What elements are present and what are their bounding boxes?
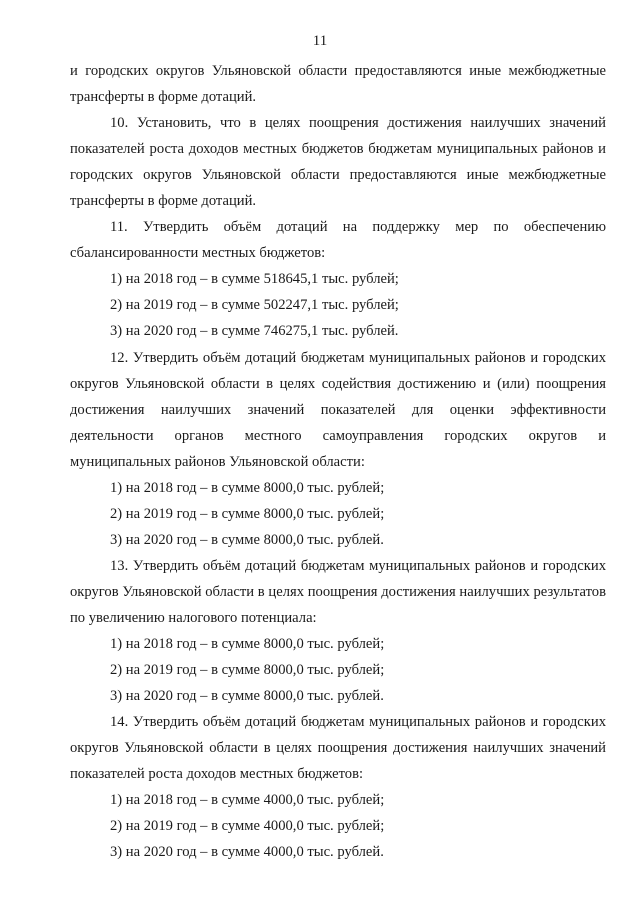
paragraph-10: 10. Установить, что в целях поощрения достижения наилучших значений показателей роста доходов местных бюджетов бюджетам муниципальных районов и городских округов Ульяновской области предоставляются иные межбюджетные трансферты в форме дотаций. bbox=[70, 115, 606, 210]
list-item: 2) на 2019 год – в сумме 4000,0 тыс. рублей; bbox=[110, 818, 385, 835]
paragraph-11: 11. Утвердить объём дотаций на поддержку мер по обеспечению сбалансированности местных бюджетов: bbox=[70, 219, 606, 262]
list-item: 1) на 2018 год – в сумме 8000,0 тыс. рублей; bbox=[110, 636, 385, 653]
paragraph-continuation: и городских округов Ульяновской области предоставляются иные межбюджетные трансферты в форме дотаций. bbox=[70, 63, 606, 106]
list-item: 1) на 2018 год – в сумме 518645,1 тыс. рублей; bbox=[110, 271, 399, 288]
list-item: 2) на 2019 год – в сумме 8000,0 тыс. рублей; bbox=[110, 662, 385, 679]
paragraph-12: 12. Утвердить объём дотаций бюджетам муниципальных районов и городских округов Ульяновской области в целях содействия достижению и (или) поощрения достижения наилучших значений показателей для оценки эффективности деятельности органов местного самоуправления городских округов и муниципальных районов Ульяновской области: bbox=[70, 349, 606, 470]
list-item: 2) на 2019 год – в сумме 8000,0 тыс. рублей; bbox=[110, 505, 385, 522]
page-number: 11 bbox=[312, 33, 328, 49]
list-item: 3) на 2020 год – в сумме 8000,0 тыс. рублей. bbox=[110, 531, 384, 548]
list-item: 3) на 2020 год – в сумме 8000,0 тыс. рублей. bbox=[110, 688, 384, 705]
document-body bbox=[70, 58, 606, 865]
list-item: 1) на 2018 год – в сумме 8000,0 тыс. рублей; bbox=[110, 479, 385, 496]
list-item: 1) на 2018 год – в сумме 4000,0 тыс. рублей; bbox=[110, 792, 385, 809]
paragraph-14: 14. Утвердить объём дотаций бюджетам муниципальных районов и городских округов Ульяновской области в целях поощрения достижения наилучших значений показателей роста доходов местных бюджетов: bbox=[70, 714, 606, 783]
list-item: 3) на 2020 год – в сумме 4000,0 тыс. рублей. bbox=[110, 844, 384, 861]
list-item: 2) на 2019 год – в сумме 502247,1 тыс. рублей; bbox=[110, 297, 399, 314]
list-item: 3) на 2020 год – в сумме 746275,1 тыс. рублей. bbox=[110, 323, 399, 340]
paragraph-13: 13. Утвердить объём дотаций бюджетам муниципальных районов и городских округов Ульяновской области в целях поощрения достижения наилучших результатов по увеличению налогового потенциала: bbox=[70, 557, 606, 626]
